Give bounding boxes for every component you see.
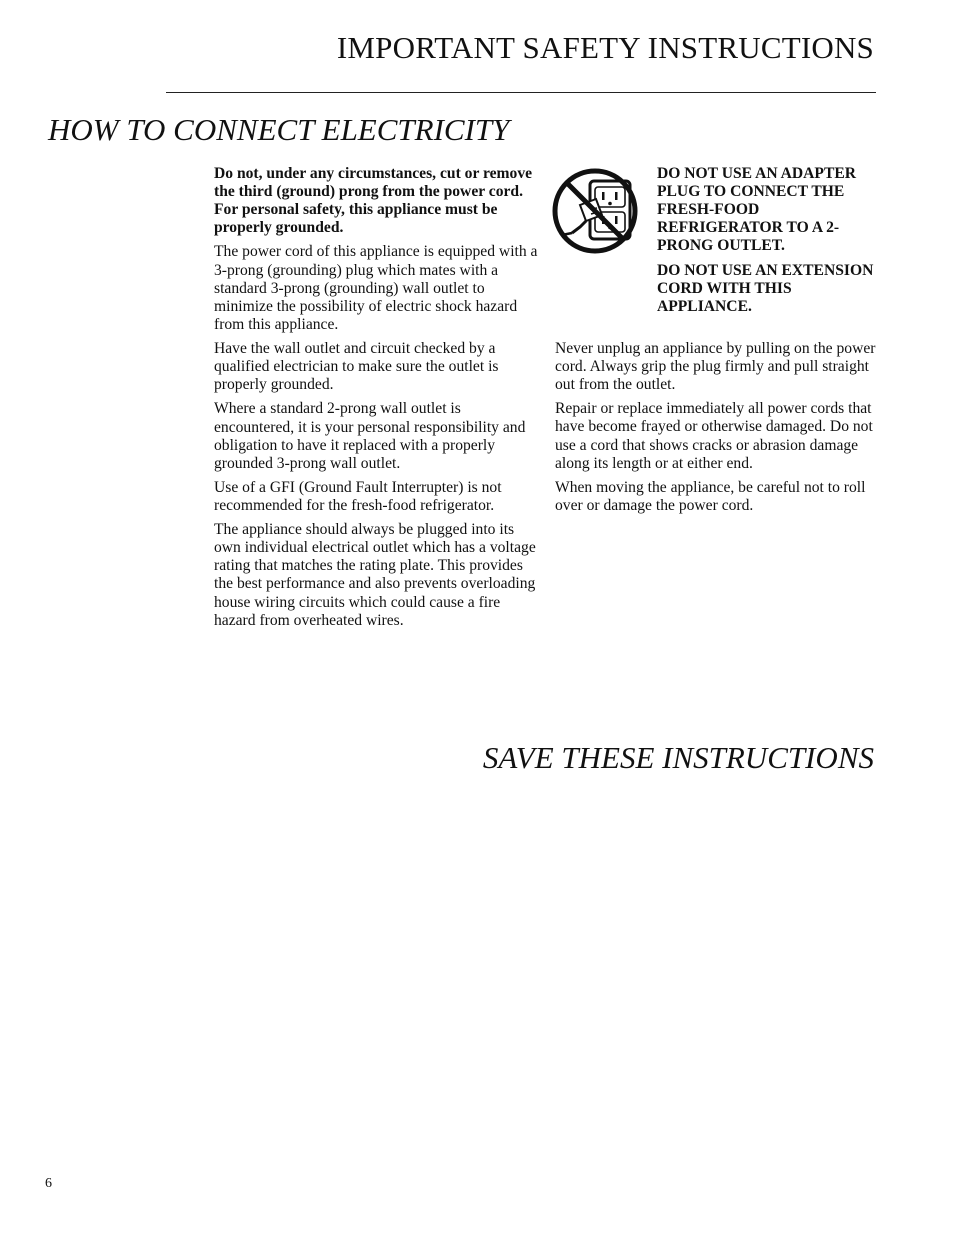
left-column bbox=[214, 165, 542, 636]
paragraph-moving: When moving the appliance, be careful not to roll over or damage the power cord. bbox=[555, 478, 866, 514]
right-column bbox=[555, 340, 880, 521]
paragraph-outlet-check: Have the wall outlet and circuit checked by a qualified electrician to make sure the outlet is properly grounded. bbox=[214, 340, 499, 394]
page-header-title: IMPORTANT SAFETY INSTRUCTIONS bbox=[336, 30, 874, 65]
ground-prong-warning: Do not, under any circumstances, cut or remove the third (ground) prong from the power cord. For personal safety, this appliance must be properly grounded. bbox=[214, 165, 533, 237]
paragraph-two-prong: Where a standard 2-prong wall outlet is encountered, it is your personal responsibility and obligation to have it replaced with a properly grounded 3-prong wall outlet. bbox=[214, 400, 526, 472]
warning-extension-cord: DO NOT USE AN EXTENSION CORD WITH THIS APPLIANCE. bbox=[657, 261, 874, 315]
paragraph-power-cord: The power cord of this appliance is equipped with a 3-prong (grounding) plug which mates with a standard 3-prong (grounding) wall outlet to minimize the possibility of electric shock hazard from this appliance. bbox=[214, 243, 538, 333]
page-number: 6 bbox=[45, 1176, 52, 1191]
header-divider bbox=[166, 92, 876, 93]
warning-adapter-plug: DO NOT USE AN ADAPTER PLUG TO CONNECT THE FRESH-FOOD REFRIGERATOR TO A 2-PRONG OUTLET. bbox=[657, 165, 857, 255]
warning-box bbox=[657, 165, 882, 322]
no-adapter-plug-icon bbox=[550, 165, 642, 257]
section-title: HOW TO CONNECT ELECTRICITY bbox=[48, 112, 510, 147]
paragraph-gfi: Use of a GFI (Ground Fault Interrupter) is not recommended for the fresh-food refrigerator. bbox=[214, 478, 502, 514]
save-instructions-title: SAVE THESE INSTRUCTIONS bbox=[482, 740, 874, 775]
paragraph-unplug: Never unplug an appliance by pulling on the power cord. Always grip the plug firmly and pull straight out from the outlet. bbox=[555, 340, 876, 394]
paragraph-repair-cords: Repair or replace immediately all power cords that have become frayed or otherwise damaged. Do not use a cord that shows cracks or abrasion damage along its length or at either end. bbox=[555, 400, 873, 472]
paragraph-individual-outlet: The appliance should always be plugged into its own individual electrical outlet which has a voltage rating that matches the rating plate. This provides the best performance and also prevents overloading house wiring circuits which could cause a fire hazard from overheated wires. bbox=[214, 521, 536, 629]
